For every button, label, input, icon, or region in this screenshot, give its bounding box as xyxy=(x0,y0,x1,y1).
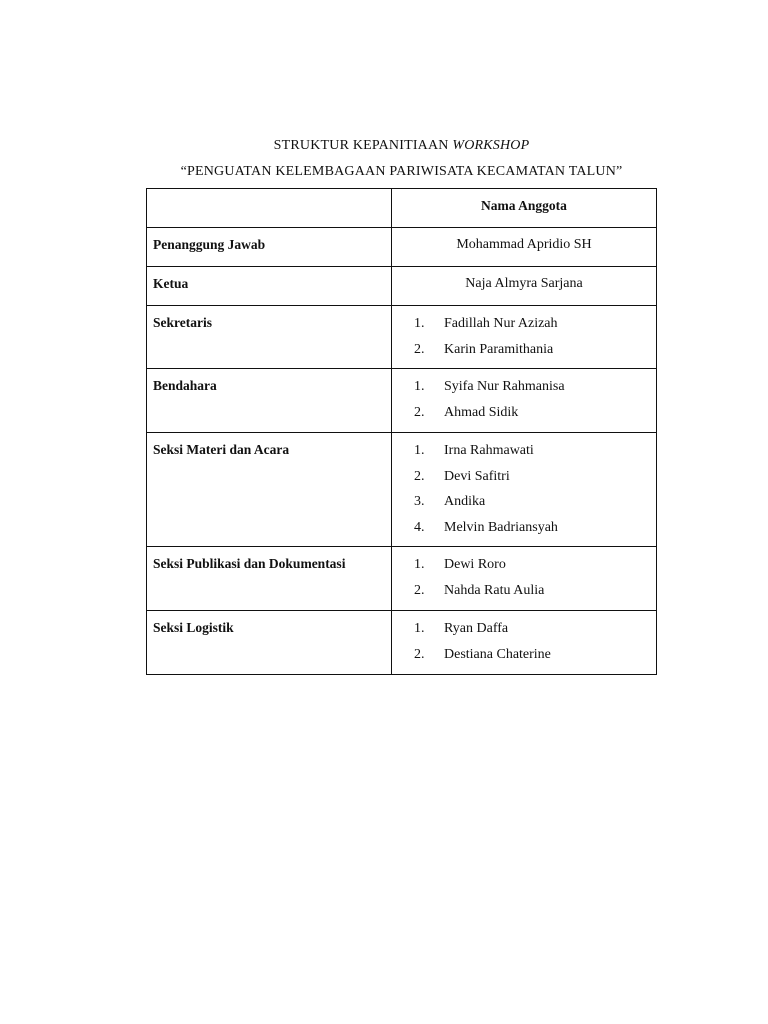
member-name: Devi Safitri xyxy=(444,468,510,484)
member-name: Melvin Badriansyah xyxy=(444,519,558,535)
title-emphasis: WORKSHOP xyxy=(452,138,530,153)
role-cell: Seksi Materi dan Acara xyxy=(147,433,392,547)
list-item: 2. Karin Paramithania xyxy=(414,341,656,367)
member-name: Andika xyxy=(444,494,486,509)
table-row xyxy=(147,306,657,369)
members-cell xyxy=(392,547,657,611)
list-item: 4. Melvin Badriansyah xyxy=(414,519,656,545)
role-cell: Sekretaris xyxy=(147,306,392,369)
list-item: 2. Devi Safitri xyxy=(414,468,656,494)
member-cell: Mohammad Apridio SH xyxy=(392,228,657,267)
member-name: Destiana Chaterine xyxy=(444,646,551,662)
role-cell: Ketua xyxy=(147,267,392,306)
member-list xyxy=(392,315,656,366)
list-item: 2. Ahmad Sidik xyxy=(414,404,656,430)
list-item: 1. Irna Rahmawati xyxy=(414,442,656,468)
list-item: 3. Andika xyxy=(414,493,656,519)
document-title xyxy=(0,138,768,154)
table-row xyxy=(147,433,657,547)
title-prefix: STRUKTUR KEPANITIAAN xyxy=(273,138,449,153)
document-subtitle: “PENGUATAN KELEMBAGAAN PARIWISATA KECAMATAN TALUN” xyxy=(180,164,623,179)
table-row xyxy=(147,369,657,433)
table-row xyxy=(147,228,657,267)
list-item: 2. Destiana Chaterine xyxy=(414,646,656,672)
member-list xyxy=(392,378,656,429)
column-header-nama-anggota: Nama Anggota xyxy=(392,189,657,228)
role-cell: Bendahara xyxy=(147,369,392,433)
role-cell: Seksi Publikasi dan Dokumentasi xyxy=(147,547,392,611)
member-name: Fadillah Nur Azizah xyxy=(444,316,558,331)
header-empty-cell xyxy=(147,189,392,228)
member-list xyxy=(392,620,656,671)
members-cell xyxy=(392,369,657,433)
member-list xyxy=(392,556,656,607)
table-header-row xyxy=(147,189,657,228)
role-cell: Penanggung Jawab xyxy=(147,228,392,267)
member-name: Karin Paramithania xyxy=(444,341,554,357)
member-list xyxy=(392,442,656,544)
role-cell: Seksi Logistik xyxy=(147,611,392,675)
member-cell: Naja Almyra Sarjana xyxy=(392,267,657,306)
table-row xyxy=(147,267,657,306)
list-item: 1. Fadillah Nur Azizah xyxy=(414,315,656,341)
list-item: 2. Nahda Ratu Aulia xyxy=(414,582,656,608)
members-cell xyxy=(392,306,657,369)
member-name: Irna Rahmawati xyxy=(444,443,534,458)
members-cell xyxy=(392,433,657,547)
member-name: Dewi Roro xyxy=(444,557,506,572)
list-item: 1. Syifa Nur Rahmanisa xyxy=(414,378,656,404)
committee-table xyxy=(146,188,657,675)
table-row xyxy=(147,611,657,675)
list-item: 1. Ryan Daffa xyxy=(414,620,656,646)
member-name: Nahda Ratu Aulia xyxy=(444,582,545,598)
list-item: 1. Dewi Roro xyxy=(414,556,656,582)
members-cell xyxy=(392,611,657,675)
member-name: Ahmad Sidik xyxy=(444,404,519,420)
member-name: Syifa Nur Rahmanisa xyxy=(444,379,565,394)
table-row xyxy=(147,547,657,611)
member-name: Ryan Daffa xyxy=(444,621,509,636)
